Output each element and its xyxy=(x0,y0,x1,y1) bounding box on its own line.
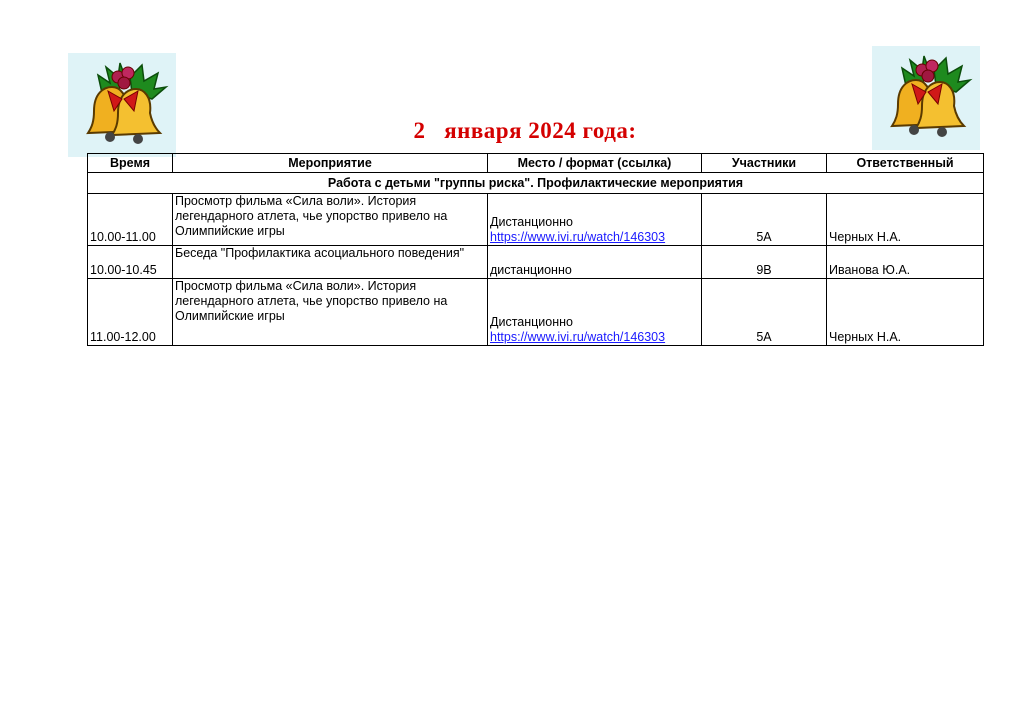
place-link[interactable]: https://www.ivi.ru/watch/146303 xyxy=(490,230,666,244)
cell-time: 11.00-12.00 xyxy=(88,279,173,346)
cell-place: дистанционно xyxy=(488,246,702,279)
table-row xyxy=(88,194,984,246)
cell-participants: 9В xyxy=(702,246,827,279)
header-participants: Участники xyxy=(702,154,827,173)
table-row xyxy=(88,246,984,279)
cell-event: Просмотр фильма «Сила воли». История легендарного атлета, чье упорство привело на Олимпийские игры xyxy=(173,279,488,346)
cell-responsible: Черных Н.А. xyxy=(827,279,984,346)
cell-place xyxy=(488,279,702,346)
schedule-table xyxy=(87,153,984,346)
place-link[interactable]: https://www.ivi.ru/watch/146303 xyxy=(490,330,666,344)
cell-event: Беседа "Профилактика асоциального поведения" xyxy=(173,246,488,279)
header-responsible: Ответственный xyxy=(827,154,984,173)
page-title: 2 января 2024 года: xyxy=(413,118,637,143)
cell-time: 10.00-10.45 xyxy=(88,246,173,279)
place-text: Дистанционно xyxy=(490,315,573,329)
cell-place xyxy=(488,194,702,246)
cell-responsible: Иванова Ю.А. xyxy=(827,246,984,279)
header-place: Место / формат (ссылка) xyxy=(488,154,702,173)
cell-responsible: Черных Н.А. xyxy=(827,194,984,246)
cell-participants: 5А xyxy=(702,194,827,246)
place-text: Дистанционно xyxy=(490,215,573,229)
table-header-row xyxy=(88,154,984,173)
cell-event: Просмотр фильма «Сила воли». История легендарного атлета, чье упорство привело на Олимпийские игры xyxy=(173,194,488,246)
table-row xyxy=(88,279,984,346)
cell-time: 10.00-11.00 xyxy=(88,194,173,246)
section-title: Работа с детьми "группы риска". Профилактические мероприятия xyxy=(88,173,984,194)
header-time: Время xyxy=(88,154,173,173)
header-event: Мероприятие xyxy=(173,154,488,173)
cell-participants: 5А xyxy=(702,279,827,346)
section-row xyxy=(88,173,984,194)
